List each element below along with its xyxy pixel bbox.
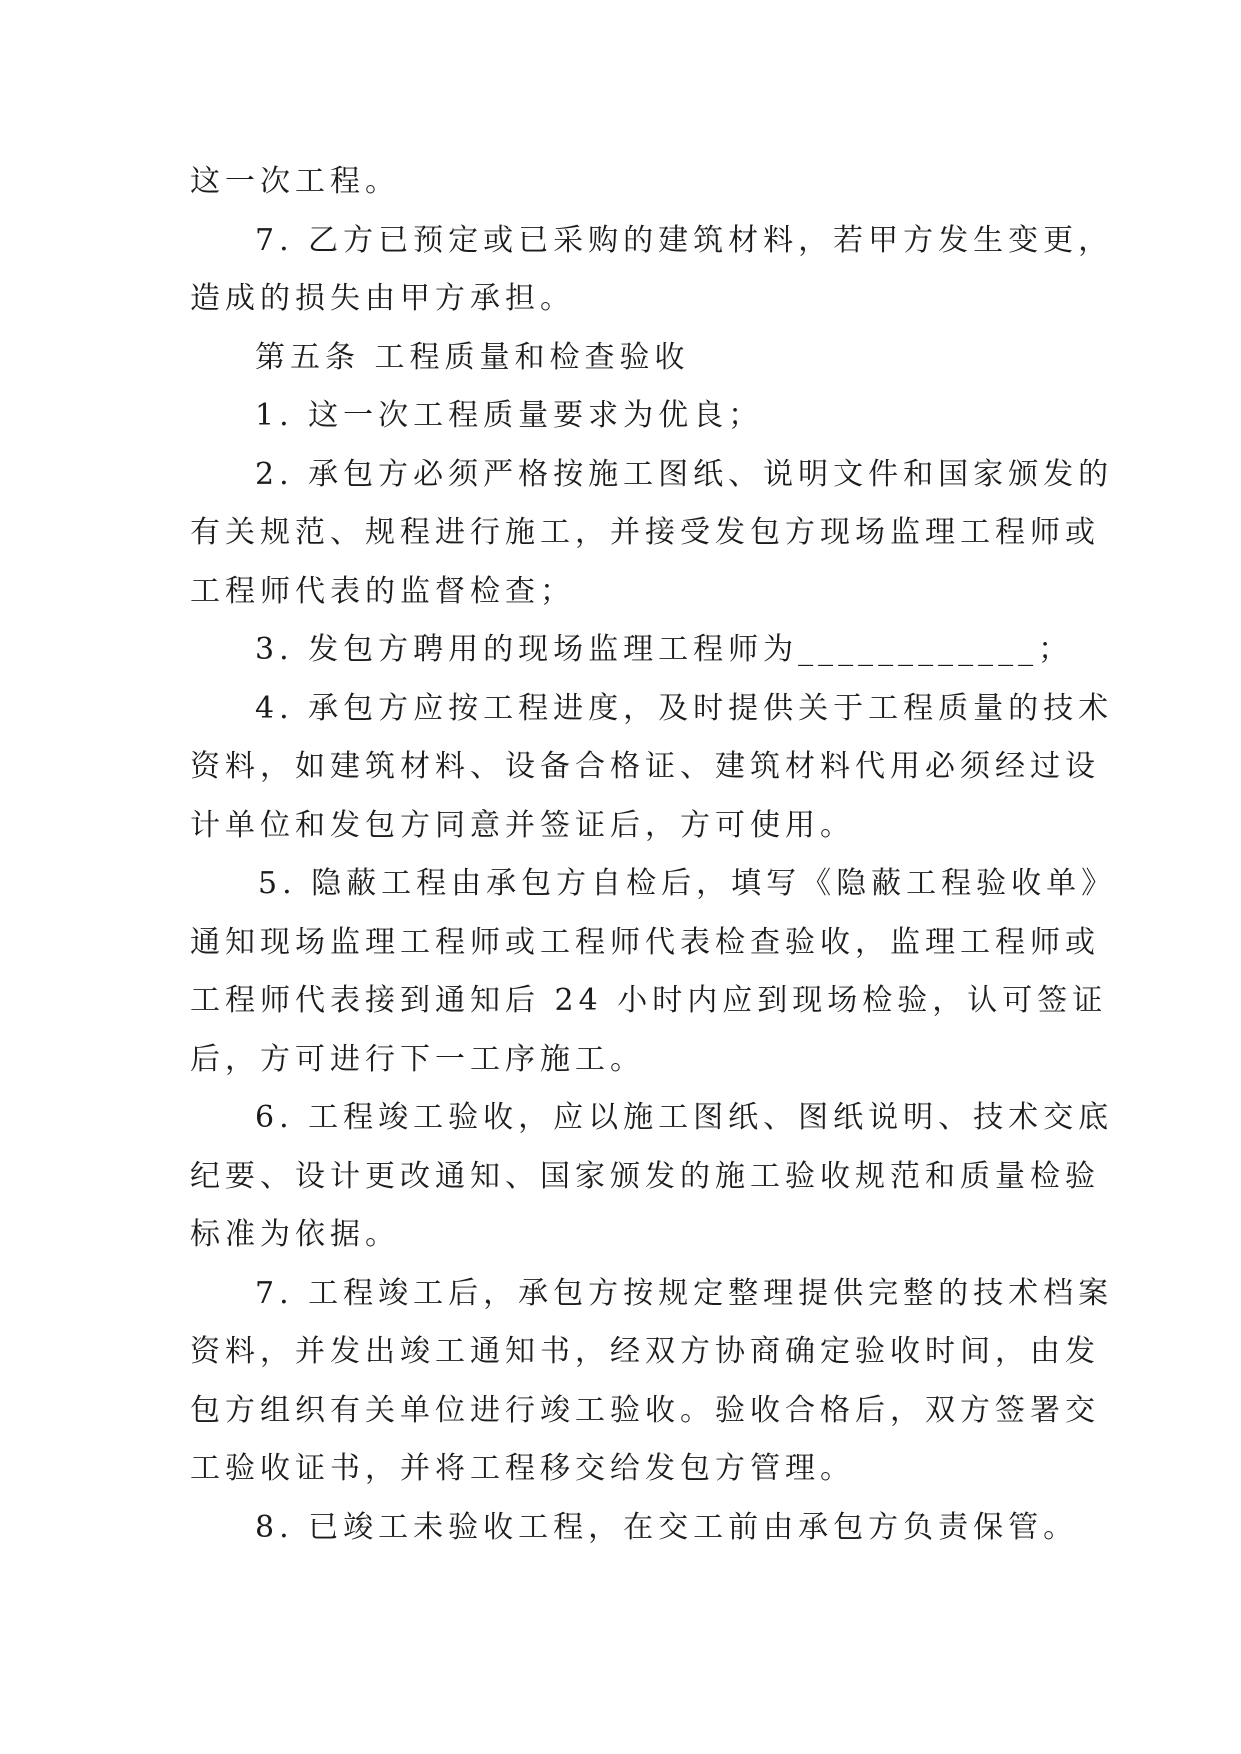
paragraph-line: 资料，如建筑材料、设备合格证、建筑材料代用必须经过设 xyxy=(190,749,1100,784)
paragraph-line: 标准为依据。 xyxy=(190,1217,400,1252)
section-heading-article-5: 第五条 工程质量和检查验收 xyxy=(255,339,690,375)
clause-item-3: 3. 发包方聘用的现场监理工程师为____________； xyxy=(255,632,1074,667)
clause-item-2: 2. 承包方必须严格按施工图纸、说明文件和国家颁发的 xyxy=(255,456,1114,492)
paragraph-line: 后，方可进行下一工序施工。 xyxy=(190,1041,645,1077)
paragraph-line: 通知现场监理工程师或工程师代表检查验收，监理工程师或 xyxy=(190,924,1100,960)
paragraph-line: 资料，并发出竣工通知书，经双方协商确定验收时间，由发 xyxy=(190,1334,1100,1369)
paragraph-line: 工验收证书，并将工程移交给发包方管理。 xyxy=(190,1451,855,1486)
paragraph-line: 造成的损失由甲方承担。 xyxy=(190,281,575,316)
paragraph-line: 工程师代表接到通知后 24 小时内应到现场检验，认可签证 xyxy=(190,983,1108,1018)
clause-item-6: 6. 工程竣工验收，应以施工图纸、图纸说明、技术交底 xyxy=(255,1100,1114,1135)
clause-item-4: 4. 承包方应按工程进度，及时提供关于工程质量的技术 xyxy=(255,690,1114,726)
paragraph-line: 工程师代表的监督检查； xyxy=(190,573,575,609)
clause-item-5: 5. 隐蔽工程由承包方自检后，填写《隐蔽工程验收单》 xyxy=(258,866,1117,901)
paragraph-line: 有关规范、规程进行施工，并接受发包方现场监理工程师或 xyxy=(190,515,1100,550)
paragraph-line: 这一次工程。 xyxy=(190,164,400,199)
paragraph-line: 包方组织有关单位进行竣工验收。验收合格后，双方签署交 xyxy=(190,1392,1100,1428)
document-body xyxy=(190,153,1117,1557)
clause-item-8: 8. 已竣工未验收工程，在交工前由承包方负责保管。 xyxy=(255,1509,1079,1545)
clause-item-7-completion: 7. 工程竣工后，承包方按规定整理提供完整的技术档案 xyxy=(255,1275,1114,1311)
clause-item-1: 1. 这一次工程质量要求为优良； xyxy=(255,398,764,433)
paragraph-line: 计单位和发包方同意并签证后，方可使用。 xyxy=(190,807,855,843)
clause-item-7-materials: 7. 乙方已预定或已采购的建筑材料，若甲方发生变更， xyxy=(255,222,1114,258)
paragraph-line: 纪要、设计更改通知、国家颁发的施工验收规范和质量检验 xyxy=(190,1158,1100,1194)
